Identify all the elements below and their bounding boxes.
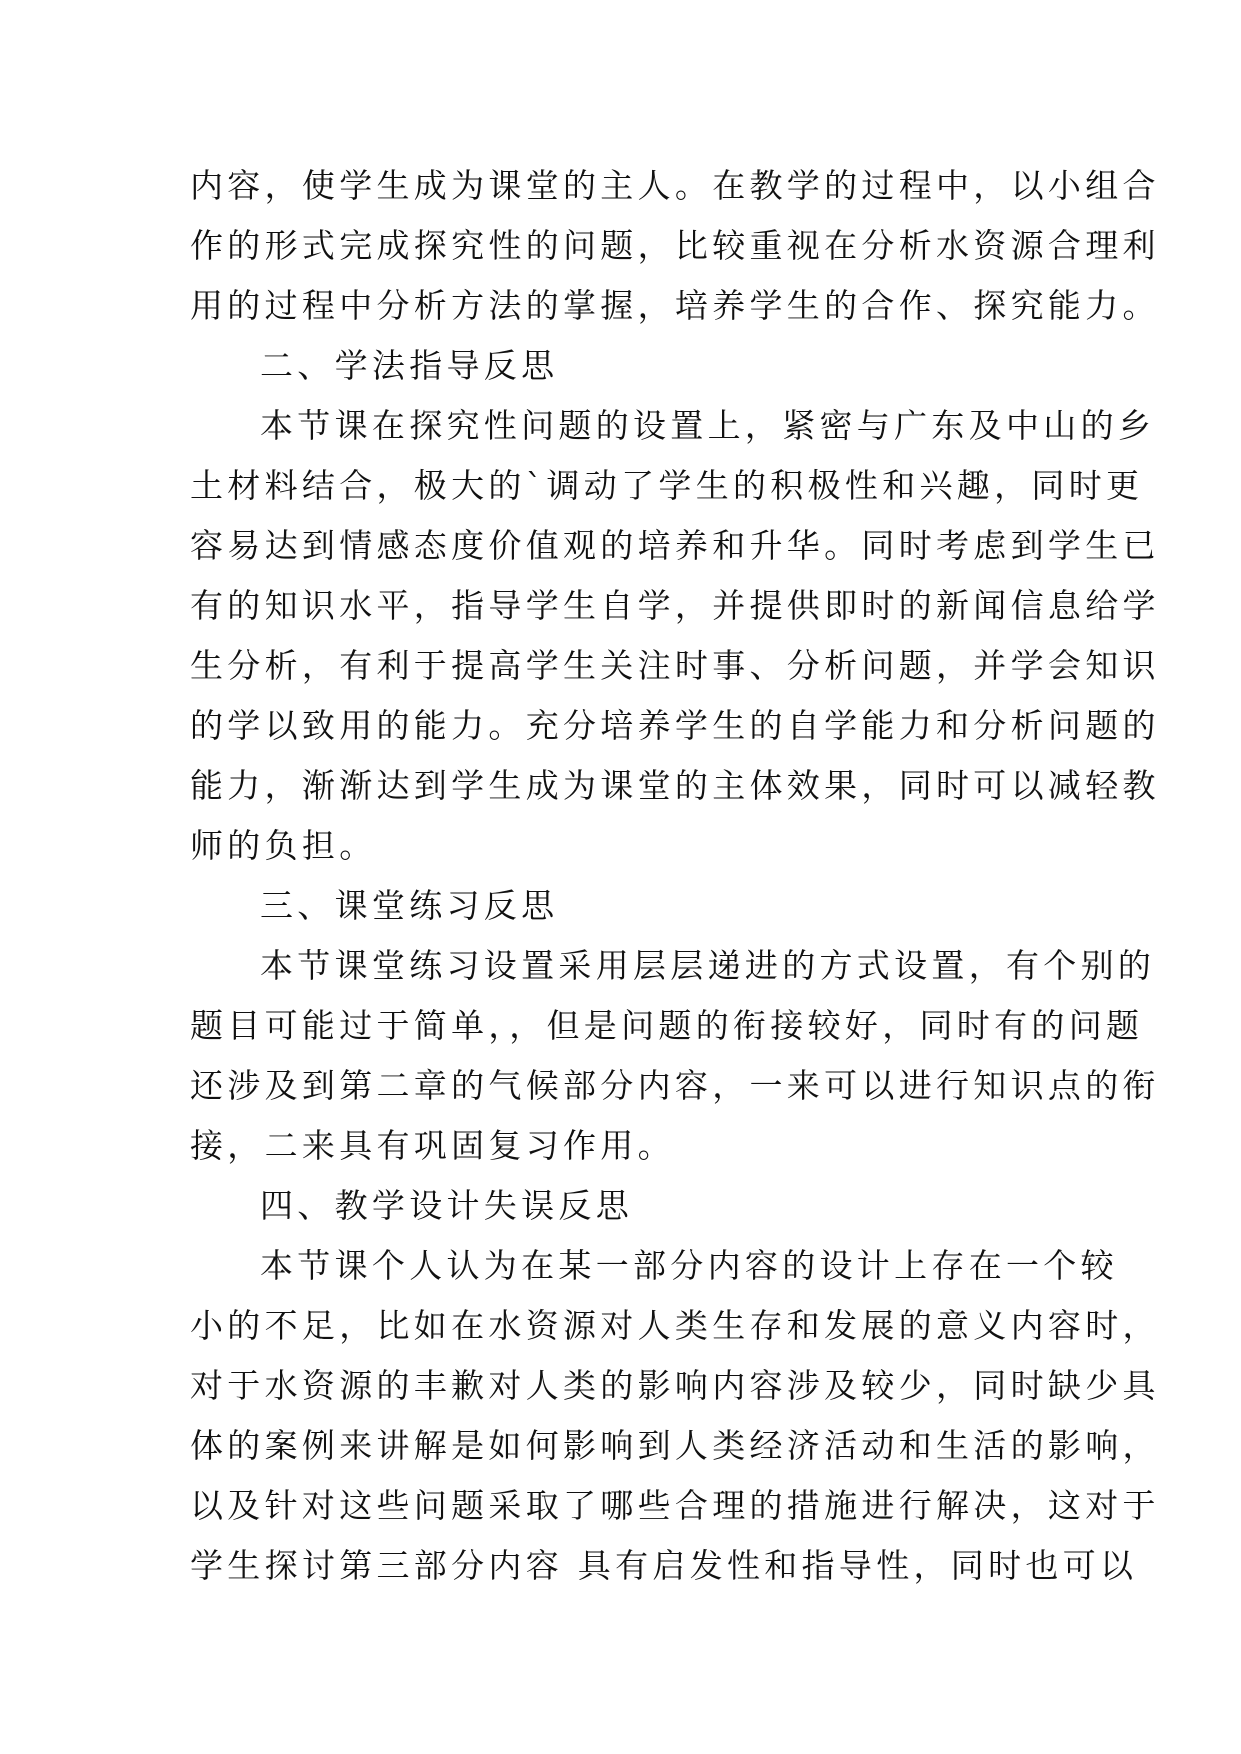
text-line: 土材料结合，极大的`调动了学生的积极性和兴趣，同时更: [190, 466, 1144, 505]
document-body: [190, 156, 1160, 1596]
text-line: 内容，使学生成为课堂的主人。在教学的过程中，以小组合: [190, 166, 1160, 205]
section-heading: 二、学法指导反思: [260, 346, 559, 385]
text-line: 小的不足，比如在水资源对人类生存和发展的意义内容时，: [190, 1306, 1160, 1345]
section-heading: 四、教学设计失误反思: [260, 1186, 633, 1225]
text-line: 体的案例来讲解是如何影响到人类经济活动和生活的影响，: [190, 1426, 1160, 1465]
text-line: 学生探讨第三部分内容 具有启发性和指导性，同时也可以: [190, 1546, 1138, 1585]
text-line: 对于水资源的丰歉对人类的影响内容涉及较少，同时缺少具: [190, 1366, 1160, 1405]
text-line: 生分析，有利于提高学生关注时事、分析问题，并学会知识: [190, 646, 1160, 685]
text-line: 用的过程中分析方法的掌握，培养学生的合作、探究能力。: [190, 286, 1160, 325]
text-line: 能力，渐渐达到学生成为课堂的主体效果，同时可以减轻教: [190, 766, 1160, 805]
text-line: 容易达到情感态度价值观的培养和升华。同时考虑到学生已: [190, 526, 1160, 565]
paragraph-first-line: 本节课在探究性问题的设置上，紧密与广东及中山的乡: [260, 406, 1156, 445]
text-line: 题目可能过于简单，，但是问题的衔接较好，同时有的问题: [190, 1006, 1144, 1045]
text-line: 有的知识水平，指导学生自学，并提供即时的新闻信息给学: [190, 586, 1160, 625]
text-line: 作的形式完成探究性的问题，比较重视在分析水资源合理利: [190, 226, 1160, 265]
text-line: 以及针对这些问题采取了哪些合理的措施进行解决，这对于: [190, 1486, 1160, 1525]
paragraph-first-line: 本节课个人认为在某一部分内容的设计上存在一个较: [260, 1246, 1118, 1285]
section-heading: 三、课堂练习反思: [260, 886, 559, 925]
text-line: 师的负担。: [190, 826, 377, 865]
text-line: 还涉及到第二章的气候部分内容，一来可以进行知识点的衔: [190, 1066, 1160, 1105]
text-line: 接，二来具有巩固复习作用。: [190, 1126, 675, 1165]
paragraph-first-line: 本节课堂练习设置采用层层递进的方式设置，有个别的: [260, 946, 1156, 985]
text-line: 的学以致用的能力。充分培养学生的自学能力和分析问题的: [190, 706, 1160, 745]
